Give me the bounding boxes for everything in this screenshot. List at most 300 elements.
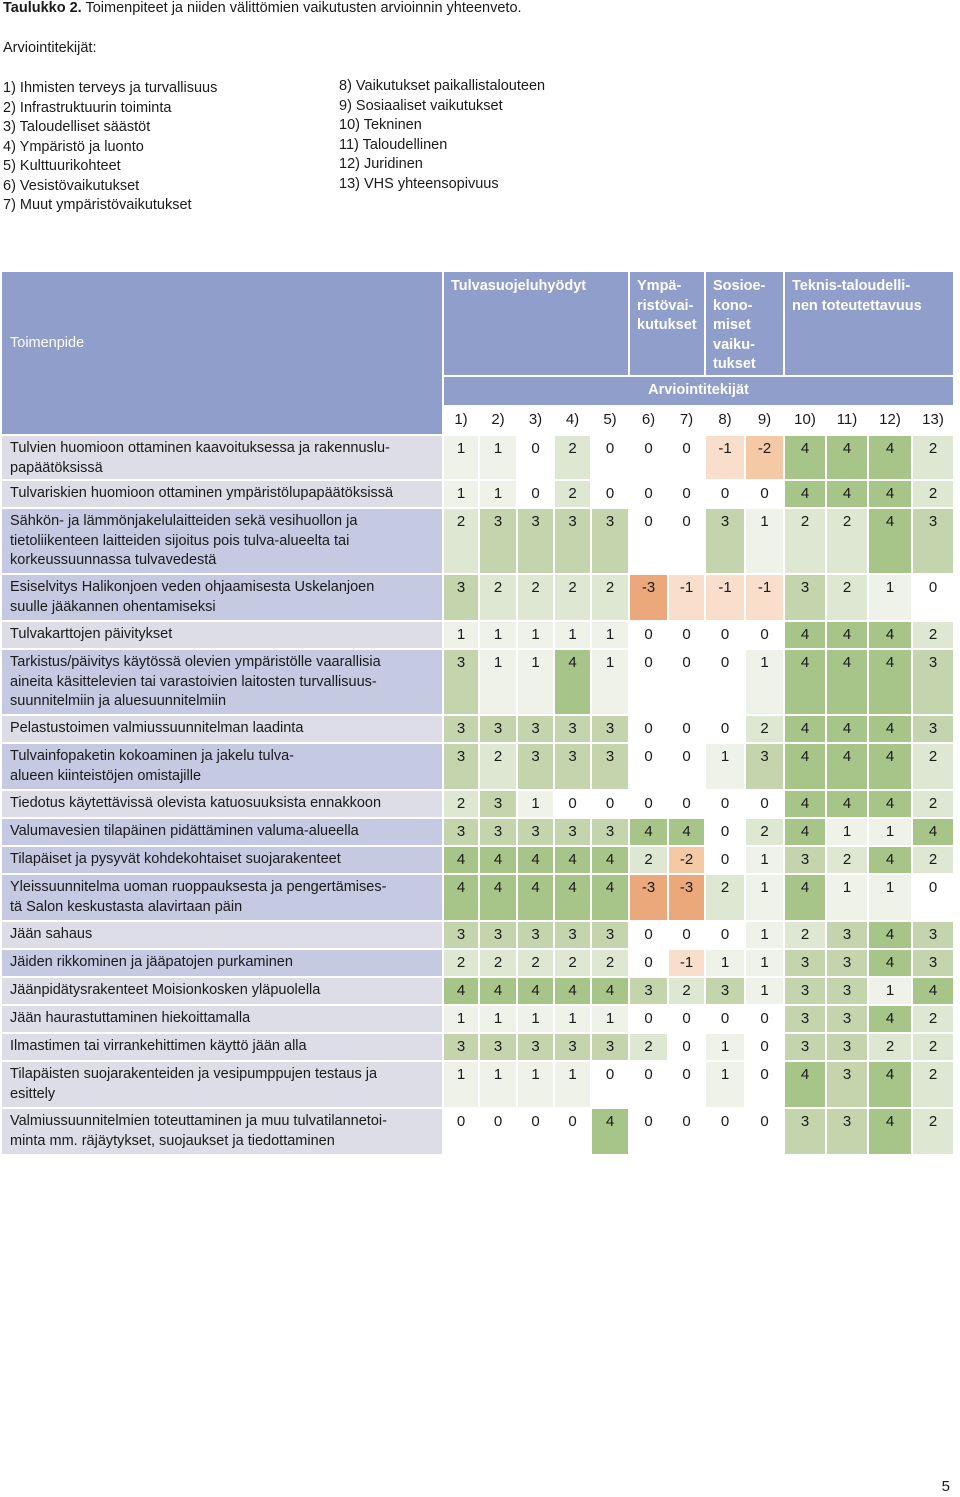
score-cell: 3	[629, 977, 668, 1005]
grid-line-vertical	[667, 405, 669, 1154]
column-number: 6)	[629, 405, 668, 435]
score-cell: 4	[784, 818, 826, 846]
score-cell: 3	[912, 508, 954, 574]
score-cell: 3	[826, 1108, 868, 1154]
table-row-label: Esiselvitys Halikonjoen veden ohjaamisesta Uskelanjoen suulle jääkannen ohentamiseksi	[2, 574, 443, 621]
column-number: 4)	[554, 405, 591, 435]
grid-line-vertical	[953, 272, 955, 1154]
score-cell: 4	[912, 977, 954, 1005]
score-cell: 0	[745, 1033, 784, 1061]
grid-line-vertical	[704, 405, 706, 1154]
score-cell: 2	[591, 949, 629, 977]
score-cell: 4	[868, 1061, 912, 1108]
score-cell: 4	[629, 818, 668, 846]
score-cell: 1	[479, 1061, 517, 1108]
score-cell: 3	[517, 715, 554, 743]
column-number: 3)	[517, 405, 554, 435]
score-cell: 1	[479, 1005, 517, 1033]
score-cell: 0	[705, 846, 745, 874]
column-number: 10)	[784, 405, 826, 435]
score-cell: 0	[591, 435, 629, 480]
score-cell: 0	[668, 1005, 705, 1033]
score-cell: 0	[517, 435, 554, 480]
criteria-item: 4) Ympäristö ja luonto	[3, 138, 144, 155]
score-cell: 4	[912, 818, 954, 846]
score-cell: 0	[668, 921, 705, 949]
score-cell: 0	[554, 790, 591, 818]
score-cell: 1	[554, 621, 591, 649]
score-cell: 4	[868, 1005, 912, 1033]
score-cell: 0	[668, 435, 705, 480]
score-cell: 4	[784, 743, 826, 790]
score-cell: 3	[784, 977, 826, 1005]
score-cell: 2	[479, 574, 517, 621]
caption-label: Taulukko 2.	[3, 0, 82, 16]
table-row-label: Jään sahaus	[2, 921, 443, 949]
score-cell: 4	[826, 480, 868, 508]
score-cell: 4	[591, 1108, 629, 1154]
column-number: 12)	[868, 405, 912, 435]
score-cell: 2	[517, 574, 554, 621]
score-cell: 0	[668, 1033, 705, 1061]
score-cell: 3	[479, 1033, 517, 1061]
table-row-label: Tilapäiset ja pysyvät kohdekohtaiset suojarakenteet	[2, 846, 443, 874]
score-cell: 3	[517, 921, 554, 949]
score-cell: 1	[868, 874, 912, 921]
score-cell: 1	[745, 508, 784, 574]
criteria-item: 12) Juridinen	[339, 156, 423, 172]
score-cell: 3	[912, 949, 954, 977]
score-cell: 3	[554, 508, 591, 574]
score-cell: 3	[591, 743, 629, 790]
table-row-label: Ilmastimen tai virrankehittimen käyttö jään alla	[2, 1033, 443, 1061]
score-cell: -1	[705, 574, 745, 621]
score-cell: 2	[591, 574, 629, 621]
score-cell: 0	[479, 1108, 517, 1154]
score-cell: 3	[554, 921, 591, 949]
score-cell: 4	[784, 435, 826, 480]
score-cell: 4	[868, 921, 912, 949]
score-cell: 1	[591, 649, 629, 715]
score-cell: 4	[868, 649, 912, 715]
table-row-label: Valumavesien tilapäinen pidättäminen valuma-alueella	[2, 818, 443, 846]
score-cell: -1	[668, 574, 705, 621]
score-cell: 1	[745, 921, 784, 949]
table-row-label: Jäiden rikkominen ja jääpatojen purkaminen	[2, 949, 443, 977]
score-cell: 0	[629, 1061, 668, 1108]
score-cell: 3	[554, 715, 591, 743]
score-cell: 4	[826, 743, 868, 790]
score-cell: 4	[868, 621, 912, 649]
score-cell: 1	[443, 435, 479, 480]
table-row-label: Tulvien huomioon ottaminen kaavoituksessa ja rakennuslu- papäätöksissä	[2, 435, 443, 480]
arviointitekijat-header: Arviointitekijät	[443, 376, 954, 405]
score-cell: 4	[554, 977, 591, 1005]
score-cell: 4	[443, 977, 479, 1005]
score-cell: 0	[705, 480, 745, 508]
score-cell: 1	[591, 1005, 629, 1033]
score-cell: 0	[629, 649, 668, 715]
column-number: 8)	[705, 405, 745, 435]
score-cell: 1	[745, 874, 784, 921]
column-number: 5)	[591, 405, 629, 435]
score-cell: 4	[826, 649, 868, 715]
score-cell: 0	[668, 621, 705, 649]
column-number: 9)	[745, 405, 784, 435]
score-cell: 4	[591, 846, 629, 874]
score-cell: 0	[668, 480, 705, 508]
score-cell: 4	[443, 846, 479, 874]
score-cell: -1	[668, 949, 705, 977]
table-row-label: Tulvariskien huomioon ottaminen ympäristölupapäätöksissä	[2, 480, 443, 508]
grid-line-horizontal	[2, 434, 954, 436]
score-cell: 0	[517, 1108, 554, 1154]
column-number: 13)	[912, 405, 954, 435]
table-row-label: Pelastustoimen valmiussuunnitelman laadinta	[2, 715, 443, 743]
score-cell: 2	[912, 743, 954, 790]
grid-line-horizontal	[2, 714, 954, 716]
score-cell: 3	[826, 1061, 868, 1108]
score-cell: 1	[745, 649, 784, 715]
score-cell: 0	[629, 1108, 668, 1154]
score-cell: 1	[826, 818, 868, 846]
score-cell: 0	[745, 480, 784, 508]
score-cell: 0	[705, 818, 745, 846]
score-cell: 4	[554, 649, 591, 715]
score-cell: 1	[479, 621, 517, 649]
score-cell: 0	[705, 921, 745, 949]
score-cell: 3	[705, 977, 745, 1005]
score-cell: 3	[591, 818, 629, 846]
grid-line-vertical	[783, 405, 785, 1154]
score-cell: 0	[591, 790, 629, 818]
grid-line-horizontal	[2, 742, 954, 744]
grid-line-vertical	[911, 405, 913, 1154]
score-cell: 2	[554, 480, 591, 508]
table-row-label: Sähkön- ja lämmönjakelulaitteiden sekä vesihuollon ja tietoliikenteen laitteiden sijoitus pois tulva-alueelta tai korkeussuunnassa tulvavedestä	[2, 508, 443, 574]
score-cell: 3	[443, 921, 479, 949]
score-cell: 3	[784, 846, 826, 874]
score-cell: 4	[868, 715, 912, 743]
grid-line-horizontal	[2, 1060, 954, 1062]
grid-line-horizontal	[2, 845, 954, 847]
column-number: 7)	[668, 405, 705, 435]
score-cell: 4	[591, 874, 629, 921]
score-cell: 4	[517, 874, 554, 921]
score-cell: -3	[629, 574, 668, 621]
score-cell: 2	[912, 480, 954, 508]
page-number: 5	[941, 1478, 950, 1495]
score-cell: 2	[443, 790, 479, 818]
table-row-label: Jään haurastuttaminen hiekoittamalla	[2, 1005, 443, 1033]
caption-text: Toimenpiteet ja niiden välittömien vaikutusten arvioinnin yhteenveto.	[81, 0, 522, 16]
score-cell: 0	[668, 649, 705, 715]
score-cell: 1	[705, 949, 745, 977]
grid-line-horizontal	[2, 620, 954, 622]
score-cell: 4	[868, 508, 912, 574]
score-cell: 1	[479, 435, 517, 480]
score-cell: 1	[554, 1061, 591, 1108]
score-cell: 1	[705, 1061, 745, 1108]
score-cell: 0	[629, 949, 668, 977]
score-cell: 0	[668, 508, 705, 574]
score-cell: 2	[784, 921, 826, 949]
score-cell: 3	[745, 743, 784, 790]
criteria-item: 1) Ihmisten terveys ja turvallisuus	[3, 80, 218, 96]
criteria-item: 13) VHS yhteensopivuus	[339, 175, 499, 192]
score-cell: 0	[705, 621, 745, 649]
score-cell: 3	[479, 790, 517, 818]
score-cell: 1	[517, 649, 554, 715]
score-cell: 0	[591, 480, 629, 508]
score-cell: 4	[479, 977, 517, 1005]
score-cell: 4	[784, 874, 826, 921]
score-cell: 1	[517, 1061, 554, 1108]
grid-line-vertical	[628, 405, 630, 1154]
grid-line-vertical	[704, 272, 706, 376]
score-cell: 2	[784, 508, 826, 574]
column-number: 1)	[443, 405, 479, 435]
score-cell: 1	[443, 1061, 479, 1108]
score-cell: 4	[479, 874, 517, 921]
grid-line-vertical	[442, 272, 444, 1154]
score-cell: 0	[705, 1005, 745, 1033]
score-cell: 0	[668, 790, 705, 818]
score-cell: 0	[745, 1108, 784, 1154]
score-cell: 3	[554, 818, 591, 846]
score-cell: 0	[668, 715, 705, 743]
criteria-list-right	[339, 77, 545, 194]
score-cell: 3	[479, 508, 517, 574]
score-cell: 3	[517, 818, 554, 846]
score-cell: 2	[826, 508, 868, 574]
score-cell: 2	[554, 435, 591, 480]
assessment-table	[2, 272, 954, 1156]
grid-line-horizontal	[443, 375, 954, 377]
toimenpide-header: Toimenpide	[2, 272, 443, 435]
grid-line-vertical	[744, 405, 746, 1154]
score-cell: 4	[784, 1061, 826, 1108]
criteria-item: 6) Vesistövaikutukset	[3, 177, 140, 194]
table-row-label: Tulvakarttojen päivitykset	[2, 621, 443, 649]
score-cell: 4	[591, 977, 629, 1005]
grid-line-vertical	[478, 405, 480, 1154]
score-cell: 4	[868, 435, 912, 480]
criteria-list-left	[3, 79, 217, 216]
score-cell: 2	[668, 977, 705, 1005]
score-cell: 3	[705, 508, 745, 574]
score-cell: 2	[912, 621, 954, 649]
grid-line-vertical	[553, 405, 555, 1154]
score-cell: 3	[784, 1033, 826, 1061]
score-cell: 2	[912, 790, 954, 818]
score-cell: 0	[629, 480, 668, 508]
score-cell: 0	[629, 790, 668, 818]
score-cell: 4	[868, 743, 912, 790]
score-cell: 4	[479, 846, 517, 874]
score-cell: 3	[912, 715, 954, 743]
score-cell: 2	[912, 1061, 954, 1108]
criteria-item: 10) Tekninen	[339, 117, 422, 133]
score-cell: 4	[784, 649, 826, 715]
score-cell: 1	[826, 874, 868, 921]
score-cell: 4	[826, 715, 868, 743]
score-cell: 0	[668, 1061, 705, 1108]
column-number: 2)	[479, 405, 517, 435]
score-cell: 3	[443, 818, 479, 846]
criteria-item: 5) Kulttuurikohteet	[3, 158, 121, 174]
score-cell: 1	[517, 790, 554, 818]
score-cell: 0	[745, 1005, 784, 1033]
score-cell: 3	[591, 715, 629, 743]
score-cell: 0	[745, 790, 784, 818]
score-cell: 3	[479, 818, 517, 846]
grid-line-horizontal	[2, 873, 954, 875]
score-cell: -2	[668, 846, 705, 874]
score-cell: 4	[826, 790, 868, 818]
score-cell: -3	[668, 874, 705, 921]
score-cell: 1	[591, 621, 629, 649]
score-cell: 0	[629, 1005, 668, 1033]
score-cell: 0	[629, 508, 668, 574]
score-cell: 2	[629, 1033, 668, 1061]
score-cell: 3	[591, 1033, 629, 1061]
score-cell: 0	[705, 649, 745, 715]
score-cell: 1	[705, 1033, 745, 1061]
score-cell: 4	[868, 1108, 912, 1154]
score-cell: 3	[784, 949, 826, 977]
grid-line-horizontal	[2, 789, 954, 791]
score-cell: 2	[554, 949, 591, 977]
score-cell: 3	[826, 977, 868, 1005]
score-cell: 3	[591, 508, 629, 574]
score-cell: 3	[826, 1005, 868, 1033]
grid-line-horizontal	[2, 479, 954, 481]
score-cell: 3	[554, 743, 591, 790]
score-cell: 2	[745, 818, 784, 846]
score-cell: 4	[784, 715, 826, 743]
score-cell: 3	[479, 921, 517, 949]
grid-line-vertical	[783, 272, 785, 376]
grid-line-horizontal	[2, 1004, 954, 1006]
grid-line-horizontal	[2, 648, 954, 650]
score-cell: 3	[591, 921, 629, 949]
score-cell: 4	[826, 621, 868, 649]
grid-line-horizontal	[2, 573, 954, 575]
score-cell: 2	[443, 508, 479, 574]
score-cell: 1	[705, 743, 745, 790]
score-cell: -2	[745, 435, 784, 480]
grid-line-vertical	[825, 405, 827, 1154]
grid-line-vertical	[590, 405, 592, 1154]
score-cell: 4	[826, 435, 868, 480]
table-row-label: Tarkistus/päivitys käytössä olevien ympäristölle vaarallisia aineita käsittelevien tai varastoivien laitosten turvallisuus- suunnitelmiin ja aluesuunnitelmiin	[2, 649, 443, 715]
score-cell: 3	[517, 508, 554, 574]
grid-line-horizontal	[2, 948, 954, 950]
score-cell: 4	[784, 480, 826, 508]
score-cell: 0	[629, 743, 668, 790]
grid-line-horizontal	[2, 920, 954, 922]
score-cell: 4	[868, 480, 912, 508]
score-cell: 2	[745, 715, 784, 743]
group-header: Teknis-taloudelli- nen toteutettavuus	[784, 272, 954, 376]
score-cell: 4	[517, 846, 554, 874]
criteria-item: 2) Infrastruktuurin toiminta	[3, 99, 172, 116]
score-cell: 4	[784, 790, 826, 818]
score-cell: 1	[479, 480, 517, 508]
score-cell: 3	[784, 1005, 826, 1033]
score-cell: 4	[868, 949, 912, 977]
criteria-title: Arviointitekijät:	[3, 40, 97, 56]
criteria-item: 7) Muut ympäristövaikutukset	[3, 197, 192, 213]
group-header: Sosioe- kono- miset vaiku- tukset	[705, 272, 784, 376]
score-cell: 1	[745, 949, 784, 977]
score-cell: 1	[517, 1005, 554, 1033]
score-cell: 2	[629, 846, 668, 874]
score-cell: 2	[912, 1033, 954, 1061]
score-cell: 0	[629, 621, 668, 649]
score-cell: 0	[745, 621, 784, 649]
table-caption	[3, 0, 522, 16]
score-cell: -1	[745, 574, 784, 621]
score-cell: -3	[629, 874, 668, 921]
table-row-label: Jäänpidätysrakenteet Moisionkosken yläpuolella	[2, 977, 443, 1005]
grid-line-vertical	[628, 272, 630, 376]
score-cell: 0	[443, 1108, 479, 1154]
grid-line-vertical	[516, 405, 518, 1154]
table-row-label: Tulvainfopaketin kokoaminen ja jakelu tulva- alueen kiinteistöjen omistajille	[2, 743, 443, 790]
score-cell: 4	[554, 874, 591, 921]
table-row-label: Tiedotus käytettävissä olevista katuosuuksista ennakkoon	[2, 790, 443, 818]
score-cell: 2	[826, 846, 868, 874]
score-cell: 0	[912, 574, 954, 621]
score-cell: 2	[554, 574, 591, 621]
score-cell: 0	[629, 435, 668, 480]
score-cell: 4	[868, 790, 912, 818]
criteria-item: 11) Taloudellinen	[339, 136, 448, 153]
score-cell: 3	[443, 1033, 479, 1061]
score-cell: 3	[912, 921, 954, 949]
score-cell: -1	[705, 435, 745, 480]
score-cell: 2	[705, 874, 745, 921]
group-header: Ympä- ristövai- kutukset	[629, 272, 705, 376]
score-cell: 0	[705, 1108, 745, 1154]
score-cell: 0	[668, 1108, 705, 1154]
score-cell: 3	[784, 574, 826, 621]
score-cell: 3	[826, 921, 868, 949]
score-cell: 4	[517, 977, 554, 1005]
score-cell: 0	[629, 921, 668, 949]
score-cell: 3	[784, 1108, 826, 1154]
score-cell: 3	[443, 649, 479, 715]
score-cell: 3	[443, 574, 479, 621]
score-cell: 3	[517, 743, 554, 790]
score-cell: 0	[554, 1108, 591, 1154]
score-cell: 4	[554, 846, 591, 874]
score-cell: 2	[479, 743, 517, 790]
score-cell: 3	[517, 1033, 554, 1061]
score-cell: 1	[443, 480, 479, 508]
criteria-item: 3) Taloudelliset säästöt	[3, 119, 151, 135]
score-cell: 1	[868, 977, 912, 1005]
score-cell: 1	[868, 574, 912, 621]
score-cell: 2	[826, 574, 868, 621]
grid-line-horizontal	[2, 1032, 954, 1034]
score-cell: 4	[784, 621, 826, 649]
score-cell: 0	[668, 743, 705, 790]
score-cell: 2	[479, 949, 517, 977]
criteria-item: 9) Sosiaaliset vaikutukset	[339, 97, 503, 114]
